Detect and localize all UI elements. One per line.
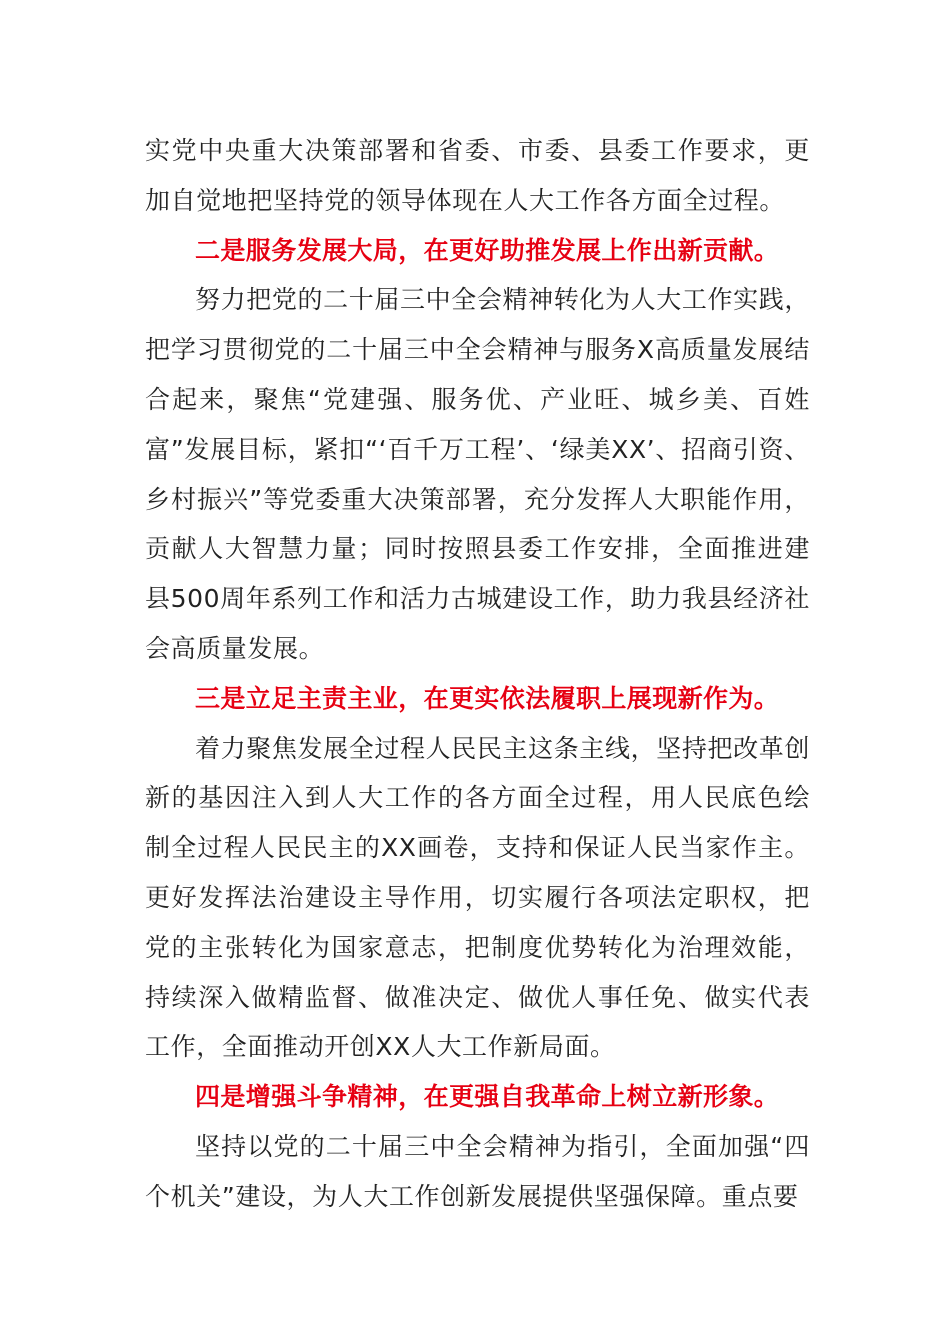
paragraph-continuation: 实党中央重大决策部署和省委、市委、县委工作要求，更加自觉地把坚持党的领导体现在人大工作各方面全过程。 xyxy=(145,136,810,215)
section-heading-3: 三是立足主责主业，在更实依法履职上展现新作为。 xyxy=(195,683,780,713)
paragraph-duties: 着力聚焦发展全过程人民民主这条主线，坚持把改革创新的基因注入到人大工作的各方面全过程，用人民底色绘制全过程人民民主的XX画卷，支持和保证人民当家作主。更好发挥法治建设主导作用，切实履行各项法定职权，把党的主张转化为国家意志，把制度优势转化为治理效能，持续深入做精监督、做准决定、做优人事任免、做实代表工作，全面推动开创XX人大工作新局面。 xyxy=(145,733,810,1062)
document-body xyxy=(145,126,810,1222)
section-heading-4: 四是增强斗争精神，在更强自我革命上树立新形象。 xyxy=(195,1082,780,1112)
paragraph-service-development: 努力把党的二十届三中全会精神转化为人大工作实践，把学习贯彻党的二十届三中全会精神与服务X高质量发展结合起来，聚焦“党建强、服务优、产业旺、城乡美、百姓富”发展目标，紧扣“‘百千万工程’、‘绿美XX’、招商引资、乡村振兴”等党委重大决策部署，充分发挥人大职能作用，贡献人大智慧力量；同时按照县委工作安排，全面推进建县500周年系列工作和活力古城建设工作，助力我县经济社会高质量发展。 xyxy=(145,285,810,663)
section-heading-2: 二是服务发展大局，在更好助推发展上作出新贡献。 xyxy=(195,235,780,265)
paragraph-struggle-spirit: 坚持以党的二十届三中全会精神为指引，全面加强“四个机关”建设，为人大工作创新发展提供坚强保障。重点要 xyxy=(145,1131,810,1211)
